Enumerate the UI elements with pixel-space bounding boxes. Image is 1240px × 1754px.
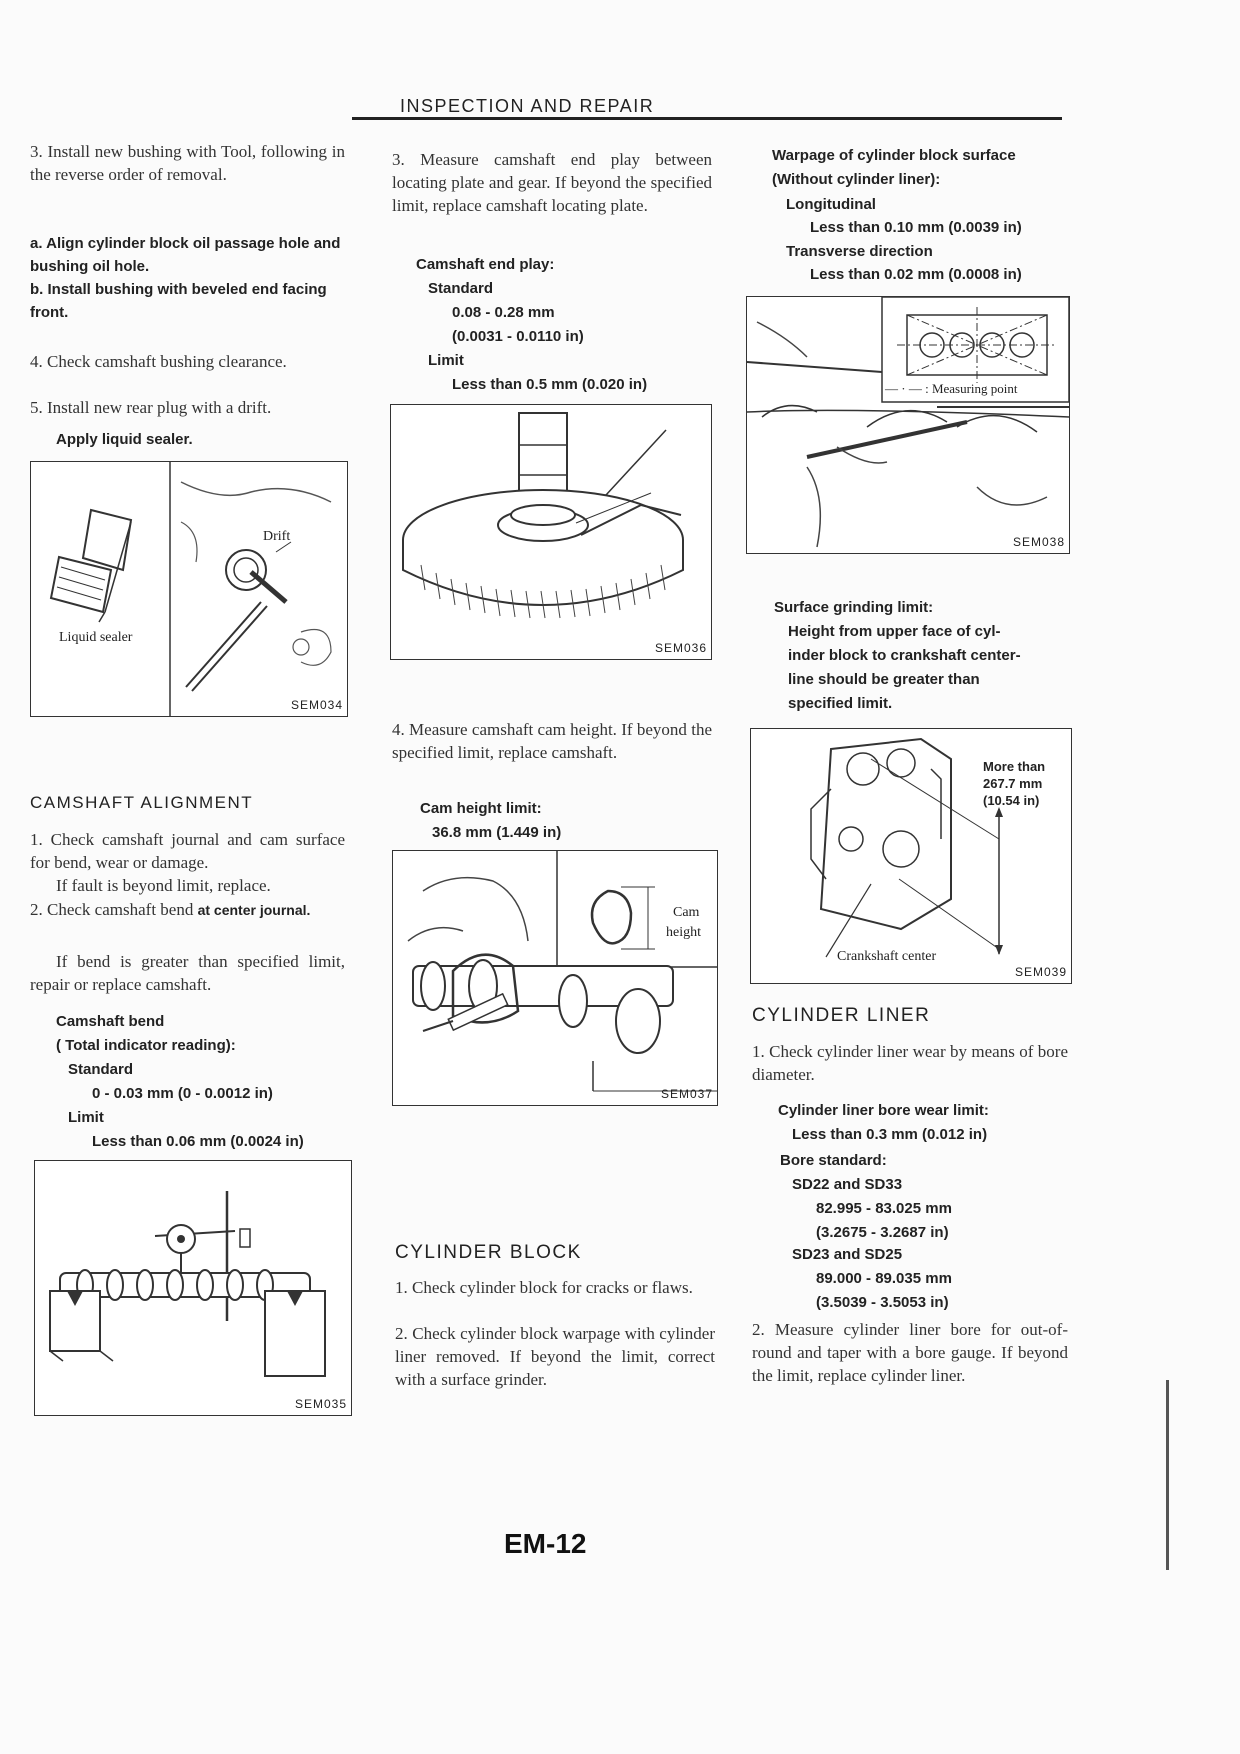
spec-bore-model-1: SD22 and SD33	[792, 1176, 903, 1193]
block-step-1: 1. Check cylinder block for cracks or flaws.	[395, 1278, 693, 1297]
step-install-bushing: 3. Install new bushing with Tool, following in the reverse order of removal.	[30, 142, 345, 184]
figure-sem037	[392, 850, 718, 1106]
step-check-clearance: 4. Check camshaft bushing clearance.	[30, 352, 287, 371]
spec-camshaft-bend-standard: Standard	[68, 1061, 134, 1078]
spec-warpage-sub: (Without cylinder liner):	[772, 171, 941, 188]
step-b-install: b. Install bushing with beveled end facing front.	[30, 281, 327, 321]
figure-sem038	[746, 296, 1070, 554]
spec-camshaft-bend-title: Camshaft bend	[56, 1013, 165, 1030]
spec-bore-model-2: SD23 and SD25	[792, 1246, 903, 1263]
spec-cam-height-value: 36.8 mm (1.449 in)	[432, 824, 562, 841]
section-heading-cylinder-block: CYLINDER BLOCK	[395, 1242, 582, 1263]
spec-grinding-line-1: Height from upper face of cyl-	[788, 623, 1001, 640]
figure-sem036	[390, 404, 712, 660]
spec-end-play-title: Camshaft end play:	[416, 256, 555, 273]
step-install-plug: 5. Install new rear plug with a drift.	[30, 398, 272, 417]
spec-end-play-standard-mm: 0.08 - 0.28 mm	[452, 304, 555, 321]
cam-height-micrometer-illustration	[393, 851, 717, 1105]
label-crankshaft-center: Crankshaft center	[837, 949, 937, 964]
label-more-than-in: (10.54 in)	[983, 793, 1040, 808]
end-play-gear-illustration	[391, 405, 711, 659]
alignment-step-2-note: If bend is greater than specified limit, repair or replace camshaft.	[30, 952, 345, 994]
spec-warpage-longitudinal-value: Less than 0.10 mm (0.0039 in)	[810, 219, 1022, 236]
alignment-step-2: 2. Check camshaft bend at center journal.	[30, 900, 311, 919]
spec-warpage-longitudinal: Longitudinal	[786, 196, 876, 213]
header-rule	[352, 117, 1062, 120]
apply-sealer-note: Apply liquid sealer.	[56, 431, 193, 448]
spec-cam-height-title: Cam height limit:	[420, 800, 542, 817]
spec-bore-model-1-in: (3.2675 - 3.2687 in)	[816, 1224, 949, 1241]
figure-sem034	[30, 461, 348, 717]
spec-camshaft-bend-limit: Limit	[68, 1109, 104, 1126]
label-cam: Cam	[673, 905, 700, 920]
step-measure-end-play: 3. Measure camshaft end play between locating plate and gear. If beyond the specified limit, replace camshaft locating plate.	[392, 150, 712, 215]
margin-rule	[1166, 1380, 1169, 1570]
section-heading-cylinder-liner: CYLINDER LINER	[752, 1005, 931, 1026]
step-a-align: a. Align cylinder block oil passage hole and bushing oil hole.	[30, 235, 341, 275]
spec-grinding-line-2: inder block to crankshaft center-	[788, 647, 1021, 664]
figure-sem039	[750, 728, 1072, 984]
label-measuring-point: — · — : Measuring point	[885, 381, 1018, 396]
spec-end-play-limit: Limit	[428, 352, 464, 369]
spec-warpage-transverse-value: Less than 0.02 mm (0.0008 in)	[810, 266, 1022, 283]
label-liquid-sealer: Liquid sealer	[59, 630, 133, 645]
spec-grinding-title: Surface grinding limit:	[774, 599, 934, 616]
spec-bore-standard: Bore standard:	[780, 1152, 887, 1169]
page-number: EM-12	[504, 1528, 587, 1559]
block-step-2: 2. Check cylinder block warpage with cylinder liner removed. If beyond the limit, correct with a surface grinder.	[395, 1324, 715, 1389]
spec-bore-model-2-mm: 89.000 - 89.035 mm	[816, 1270, 952, 1287]
bushing-install-illustration	[31, 462, 347, 716]
figure-code: SEM036	[654, 641, 707, 655]
figure-code: SEM037	[660, 1087, 713, 1101]
camshaft-dial-gauge-illustration	[35, 1161, 351, 1415]
figure-code: SEM034	[290, 698, 343, 712]
spec-grinding-line-4: specified limit.	[788, 695, 893, 712]
spec-end-play-limit-value: Less than 0.5 mm (0.020 in)	[452, 376, 648, 393]
alignment-step-1: 1. Check camshaft journal and cam surface for bend, wear or damage.	[30, 830, 345, 872]
spec-liner-wear-value: Less than 0.3 mm (0.012 in)	[792, 1126, 988, 1143]
figure-code: SEM035	[294, 1397, 347, 1411]
spec-liner-wear-title: Cylinder liner bore wear limit:	[778, 1102, 989, 1119]
label-more-than: More than	[983, 759, 1046, 774]
warpage-straightedge-illustration	[747, 297, 1069, 553]
spec-end-play-standard-in: (0.0031 - 0.0110 in)	[452, 328, 584, 345]
spec-bore-model-2-in: (3.5039 - 3.5053 in)	[816, 1294, 949, 1311]
liner-step-1: 1. Check cylinder liner wear by means of bore diameter.	[752, 1042, 1068, 1084]
liner-step-2: 2. Measure cylinder liner bore for out-of-round and taper with a bore gauge. If beyond the limit, replace cylinder liner.	[752, 1320, 1068, 1385]
page-header-title: INSPECTION AND REPAIR	[400, 96, 655, 116]
spec-camshaft-bend-limit-value: Less than 0.06 mm (0.0024 in)	[92, 1133, 304, 1150]
label-more-than-mm: 267.7 mm	[983, 776, 1043, 791]
label-height: height	[666, 925, 701, 940]
spec-grinding-line-3: line should be greater than	[788, 671, 980, 688]
spec-warpage-transverse: Transverse direction	[786, 243, 933, 260]
figure-sem035	[34, 1160, 352, 1416]
spec-camshaft-bend-sub: ( Total indicator reading):	[56, 1037, 236, 1054]
spec-bore-model-1-mm: 82.995 - 83.025 mm	[816, 1200, 952, 1217]
step-measure-cam-height: 4. Measure camshaft cam height. If beyond the specified limit, replace camshaft.	[392, 720, 712, 762]
spec-warpage-title: Warpage of cylinder block surface	[772, 147, 1016, 164]
spec-camshaft-bend-standard-value: 0 - 0.03 mm (0 - 0.0012 in)	[92, 1085, 273, 1102]
figure-code: SEM038	[1012, 535, 1065, 549]
alignment-step-1-note: If fault is beyond limit, replace.	[56, 876, 271, 895]
spec-end-play-standard: Standard	[428, 280, 494, 297]
label-drift: Drift	[263, 529, 291, 544]
section-heading-camshaft-alignment: CAMSHAFT ALIGNMENT	[30, 793, 254, 812]
figure-code: SEM039	[1014, 965, 1067, 979]
